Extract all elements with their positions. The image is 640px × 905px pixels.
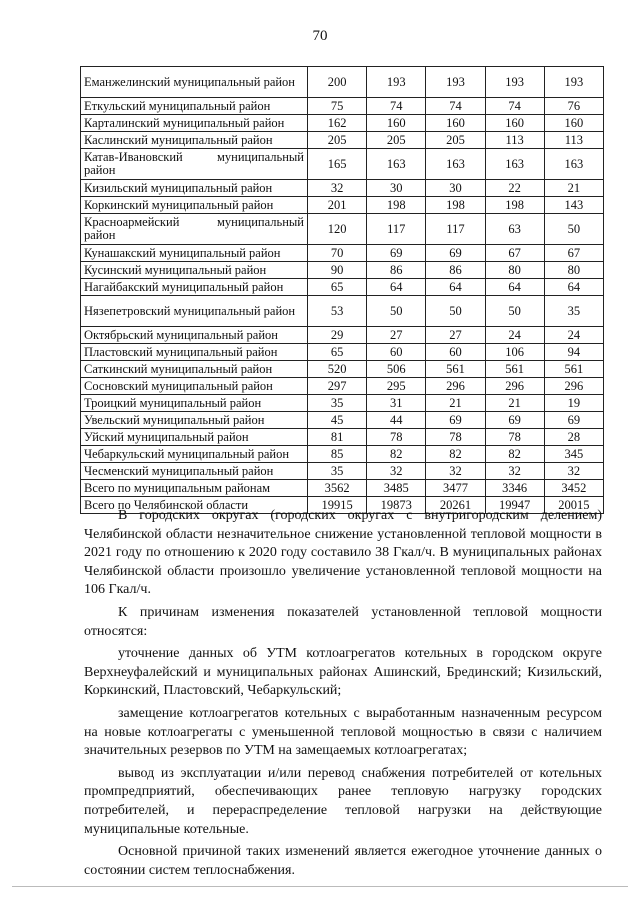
district-name: Катав-Ивановский муниципальный район [84, 150, 304, 177]
district-name-cell [81, 327, 308, 344]
value-cell-col-1: 81 [308, 429, 367, 446]
value-cell-col-1: 35 [308, 463, 367, 480]
value-cell-col-2: 160 [367, 115, 426, 132]
value-cell-col-3: 69 [426, 245, 485, 262]
district-name: Каслинский муниципальный район [84, 132, 273, 147]
value-cell-col-5: 35 [544, 296, 603, 327]
table-row [81, 279, 604, 296]
district-name: Чебаркульский муниципальный район [84, 446, 290, 461]
value-cell-col-5: 94 [544, 344, 603, 361]
value-cell-col-4: 24 [485, 327, 544, 344]
value-cell-col-1: 70 [308, 245, 367, 262]
district-name: Увельский муниципальный район [84, 412, 265, 427]
value-cell-col-2: 27 [367, 327, 426, 344]
district-name: Нязепетровский муниципальный район [84, 303, 296, 318]
value-cell-col-5: 50 [544, 214, 603, 245]
value-cell-col-5: 20015 [544, 497, 603, 514]
value-cell-col-4: 32 [485, 463, 544, 480]
district-name-cell [81, 429, 308, 446]
value-cell-col-2: 44 [367, 412, 426, 429]
value-cell-col-3: 205 [426, 132, 485, 149]
value-cell-col-5: 76 [544, 98, 603, 115]
value-cell-col-1: 65 [308, 344, 367, 361]
table-row [81, 149, 604, 180]
table-row [81, 98, 604, 115]
value-cell-col-2: 198 [367, 197, 426, 214]
district-name: Пластовский муниципальный район [84, 344, 278, 359]
value-cell-col-5: 28 [544, 429, 603, 446]
district-name-cell [81, 279, 308, 296]
value-cell-col-3: 27 [426, 327, 485, 344]
value-cell-col-2: 31 [367, 395, 426, 412]
table-row [81, 480, 604, 497]
value-cell-col-4: 67 [485, 245, 544, 262]
value-cell-col-3: 163 [426, 149, 485, 180]
page-number: 70 [312, 28, 328, 44]
district-name-cell [81, 361, 308, 378]
value-cell-col-4: 69 [485, 412, 544, 429]
paragraph-summary: В городских округах (городских округах с внутригородским делением) Челябинской области незначительное снижение установленной тепловой мощности в 2021 году по отношению к 2020 году составило 38 Гкал/ч. В муниципальных районах Челябинской области произошло увеличение установленной тепловой мощности на 106 Гкал/ч. [84, 508, 602, 598]
value-cell-col-4: 113 [485, 132, 544, 149]
value-cell-col-5: 3452 [544, 480, 603, 497]
table-row [81, 132, 604, 149]
value-cell-col-2: 205 [367, 132, 426, 149]
district-name-cell [81, 214, 308, 245]
value-cell-col-2: 193 [367, 67, 426, 98]
value-cell-col-1: 75 [308, 98, 367, 115]
district-name: Еткульский муниципальный район [84, 98, 271, 113]
value-cell-col-1: 29 [308, 327, 367, 344]
value-cell-col-5: 67 [544, 245, 603, 262]
table-row [81, 412, 604, 429]
value-cell-col-4: 74 [485, 98, 544, 115]
value-cell-col-4: 19947 [485, 497, 544, 514]
paragraph-reason-decommissioning: вывод из эксплуатации и/или перевод снабжения потребителей от котельных промпредприятий, обеспечивающих ранее тепловую нагрузку городских потребителей, и перераспределение тепловой нагрузки на действующие муниципальные котельные. [84, 765, 602, 837]
value-cell-col-4: 193 [485, 67, 544, 98]
value-cell-col-2: 69 [367, 245, 426, 262]
table-row [81, 262, 604, 279]
value-cell-col-4: 82 [485, 446, 544, 463]
value-cell-col-5: 19 [544, 395, 603, 412]
district-name-cell [81, 412, 308, 429]
district-name: Кизильский муниципальный район [84, 180, 273, 195]
district-name: Всего по муниципальным районам [84, 480, 271, 495]
value-cell-col-3: 74 [426, 98, 485, 115]
value-cell-col-1: 90 [308, 262, 367, 279]
value-cell-col-4: 3346 [485, 480, 544, 497]
table-row [81, 361, 604, 378]
district-name: Всего по Челябинской области [84, 497, 249, 512]
value-cell-col-4: 63 [485, 214, 544, 245]
value-cell-col-5: 21 [544, 180, 603, 197]
district-name-cell [81, 67, 308, 98]
district-name-cell [81, 149, 308, 180]
table-row [81, 344, 604, 361]
value-cell-col-4: 64 [485, 279, 544, 296]
value-cell-col-5: 561 [544, 361, 603, 378]
value-cell-col-3: 86 [426, 262, 485, 279]
value-cell-col-2: 32 [367, 463, 426, 480]
district-name-cell [81, 262, 308, 279]
value-cell-col-4: 561 [485, 361, 544, 378]
district-name-cell [81, 463, 308, 480]
value-cell-col-1: 65 [308, 279, 367, 296]
table-row [81, 245, 604, 262]
value-cell-col-1: 162 [308, 115, 367, 132]
district-name-cell [81, 197, 308, 214]
district-name: Кусинский муниципальный район [84, 262, 267, 277]
value-cell-col-3: 32 [426, 463, 485, 480]
value-cell-col-1: 3562 [308, 480, 367, 497]
district-name: Коркинский муниципальный район [84, 197, 274, 212]
district-name: Чесменский муниципальный район [84, 463, 274, 478]
value-cell-col-5: 69 [544, 412, 603, 429]
value-cell-col-3: 82 [426, 446, 485, 463]
value-cell-col-5: 24 [544, 327, 603, 344]
district-name: Саткинский муниципальный район [84, 361, 273, 376]
value-cell-col-5: 345 [544, 446, 603, 463]
value-cell-col-1: 520 [308, 361, 367, 378]
value-cell-col-3: 60 [426, 344, 485, 361]
district-name: Октябрьский муниципальный район [84, 327, 278, 342]
district-name: Сосновский муниципальный район [84, 378, 273, 393]
value-cell-col-3: 561 [426, 361, 485, 378]
value-cell-col-1: 19915 [308, 497, 367, 514]
value-cell-col-3: 64 [426, 279, 485, 296]
value-cell-col-1: 53 [308, 296, 367, 327]
district-name: Троицкий муниципальный район [84, 395, 262, 410]
table-row [81, 296, 604, 327]
paragraph-reason-data-refinement: уточнение данных об УТМ котлоагрегатов котельных в городском округе Верхнеуфалейский и муниципальных районах Ашинский, Брединский; Кизильский, Коркинский, Пластовский, Чебаркульский; [84, 646, 602, 699]
table-row [81, 395, 604, 412]
value-cell-col-5: 296 [544, 378, 603, 395]
value-cell-col-3: 78 [426, 429, 485, 446]
value-cell-col-5: 160 [544, 115, 603, 132]
table-row [81, 327, 604, 344]
value-cell-col-2: 82 [367, 446, 426, 463]
value-cell-col-4: 106 [485, 344, 544, 361]
value-cell-col-3: 117 [426, 214, 485, 245]
district-name: Уйский муниципальный район [84, 429, 249, 444]
value-cell-col-1: 200 [308, 67, 367, 98]
table-row [81, 446, 604, 463]
value-cell-col-2: 117 [367, 214, 426, 245]
value-cell-col-4: 21 [485, 395, 544, 412]
value-cell-col-4: 80 [485, 262, 544, 279]
table-body [81, 67, 604, 514]
value-cell-col-4: 296 [485, 378, 544, 395]
paragraph-reasons-intro: К причинам изменения показателей установленной тепловой мощности относятся: [84, 604, 602, 639]
district-name-cell [81, 115, 308, 132]
value-cell-col-3: 296 [426, 378, 485, 395]
value-cell-col-3: 69 [426, 412, 485, 429]
district-name: Красноармейский муниципальный район [84, 215, 304, 242]
district-name-cell [81, 180, 308, 197]
district-name: Карталинский муниципальный район [84, 115, 285, 130]
value-cell-col-3: 21 [426, 395, 485, 412]
table-row [81, 378, 604, 395]
value-cell-col-1: 85 [308, 446, 367, 463]
value-cell-col-5: 193 [544, 67, 603, 98]
value-cell-col-3: 30 [426, 180, 485, 197]
district-name-cell [81, 296, 308, 327]
value-cell-col-2: 3485 [367, 480, 426, 497]
value-cell-col-4: 198 [485, 197, 544, 214]
district-name-cell [81, 98, 308, 115]
paragraph-reason-boiler-replacement: замещение котлоагрегатов котельных с выработанным назначенным ресурсом на новые котлоагрегаты с уменьшенной тепловой мощностью в связи с наличием значительных резервов по УТМ на замещаемых котлоагрегатах; [84, 705, 602, 759]
table-row [81, 67, 604, 98]
body-text [84, 507, 602, 880]
value-cell-col-1: 32 [308, 180, 367, 197]
district-name-cell [81, 132, 308, 149]
value-cell-col-2: 295 [367, 378, 426, 395]
value-cell-col-2: 78 [367, 429, 426, 446]
district-name-cell [81, 344, 308, 361]
value-cell-col-2: 50 [367, 296, 426, 327]
value-cell-col-1: 205 [308, 132, 367, 149]
footer-divider [12, 886, 628, 887]
district-name-cell [81, 446, 308, 463]
value-cell-col-1: 165 [308, 149, 367, 180]
value-cell-col-1: 35 [308, 395, 367, 412]
heat-capacity-table [80, 66, 604, 514]
district-name: Нагайбакский муниципальный район [84, 279, 284, 294]
value-cell-col-2: 86 [367, 262, 426, 279]
table-row [81, 115, 604, 132]
value-cell-col-3: 193 [426, 67, 485, 98]
value-cell-col-3: 20261 [426, 497, 485, 514]
paragraph-main-cause: Основной причиной таких изменений является ежегодное уточнение данных о состоянии систем теплоснабжения. [84, 844, 602, 878]
value-cell-col-3: 3477 [426, 480, 485, 497]
value-cell-col-2: 64 [367, 279, 426, 296]
value-cell-col-2: 74 [367, 98, 426, 115]
district-name: Кунашакский муниципальный район [84, 245, 281, 260]
table-row [81, 463, 604, 480]
value-cell-col-1: 45 [308, 412, 367, 429]
value-cell-col-5: 80 [544, 262, 603, 279]
value-cell-col-1: 201 [308, 197, 367, 214]
district-name: Еманжелинский муниципальный район [84, 74, 295, 89]
table-row [81, 180, 604, 197]
value-cell-col-2: 30 [367, 180, 426, 197]
value-cell-col-2: 163 [367, 149, 426, 180]
value-cell-col-3: 198 [426, 197, 485, 214]
value-cell-col-2: 506 [367, 361, 426, 378]
value-cell-col-5: 32 [544, 463, 603, 480]
table-row [81, 214, 604, 245]
district-name-cell [81, 395, 308, 412]
value-cell-col-1: 297 [308, 378, 367, 395]
value-cell-col-4: 160 [485, 115, 544, 132]
table-row [81, 429, 604, 446]
value-cell-col-3: 50 [426, 296, 485, 327]
district-name-cell [81, 480, 308, 497]
value-cell-col-5: 113 [544, 132, 603, 149]
value-cell-col-4: 78 [485, 429, 544, 446]
district-name-cell [81, 245, 308, 262]
value-cell-col-4: 163 [485, 149, 544, 180]
value-cell-col-4: 22 [485, 180, 544, 197]
value-cell-col-2: 60 [367, 344, 426, 361]
value-cell-col-3: 160 [426, 115, 485, 132]
table-row [81, 197, 604, 214]
district-name-cell [81, 378, 308, 395]
value-cell-col-4: 50 [485, 296, 544, 327]
value-cell-col-5: 163 [544, 149, 603, 180]
value-cell-col-5: 143 [544, 197, 603, 214]
value-cell-col-5: 64 [544, 279, 603, 296]
value-cell-col-1: 120 [308, 214, 367, 245]
value-cell-col-2: 19873 [367, 497, 426, 514]
